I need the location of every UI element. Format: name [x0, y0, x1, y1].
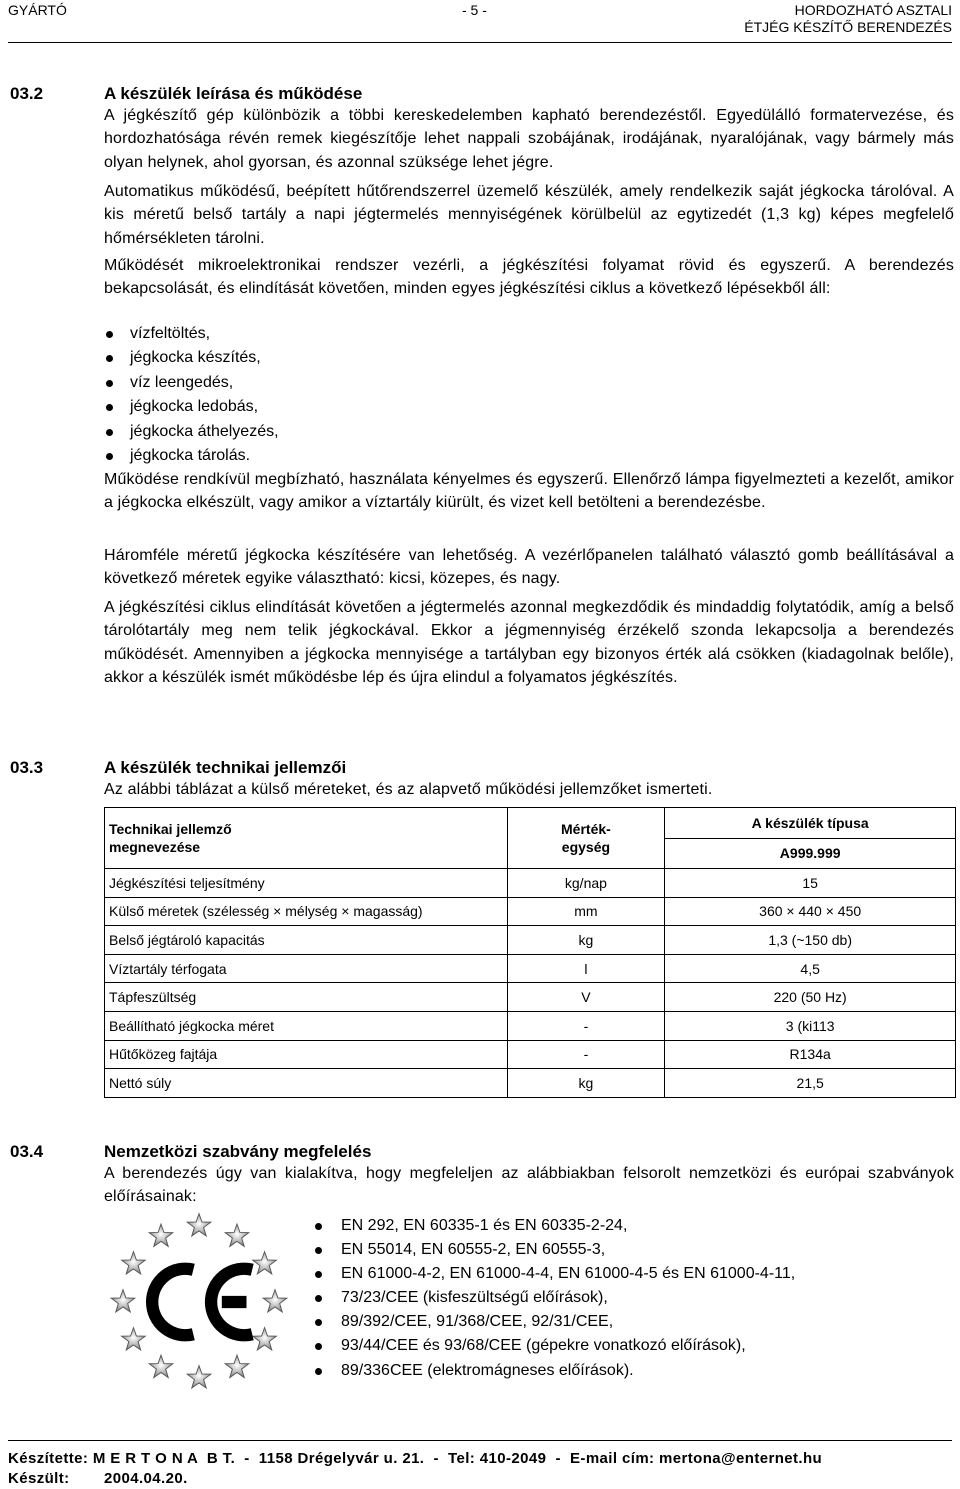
paragraph: Működését mikroelektronikai rendszer vezérli, a jégkészítési folyamat rövid és egyszerű. A berendezés bekapcsolását, és elindítását követően, minden egyes jégkészítési ciklus a következő lépésekből áll:: [104, 257, 954, 298]
list-item: jégkocka ledobás,: [104, 395, 279, 419]
ce-mark-icon: [104, 1207, 294, 1397]
table-cell-value: 360 × 440 × 450: [665, 897, 956, 926]
table-cell-value: 3 (ki113: [665, 1011, 956, 1040]
header-left: GYÁRTÓ: [8, 2, 67, 18]
bullet-icon: [315, 1295, 322, 1302]
section-title: A készülék technikai jellemzői: [104, 758, 347, 777]
bullet-icon: [315, 1368, 322, 1375]
list-item: 93/44/CEE és 93/68/CEE (gépekre vonatkozó előírások),: [310, 1334, 795, 1358]
bullet-icon: [315, 1247, 322, 1254]
list-item: víz leengedés,: [104, 371, 279, 395]
table-cell-unit: mm: [507, 897, 665, 926]
bullet-icon: [315, 1343, 322, 1350]
table-cell-unit: l: [507, 954, 665, 983]
section-number: 03.3: [10, 758, 44, 777]
bullet-icon: [106, 331, 113, 338]
bullet-icon: [106, 404, 113, 411]
list-item: EN 55014, EN 60555-2, EN 60555-3,: [310, 1238, 795, 1262]
table-row: [105, 897, 956, 926]
list-item: 89/336CEE (elektromágneses előírások).: [310, 1359, 795, 1383]
table-row: [105, 1040, 956, 1069]
paragraph: Az alábbi táblázat a külső méreteket, és az alapvető működési jellemzőket ismerteti.: [104, 781, 713, 798]
footer-rule: [8, 1440, 952, 1441]
table-cell-name: Hűtőközeg fajtája: [105, 1040, 508, 1069]
bullet-icon: [106, 429, 113, 436]
standards-list: [310, 1214, 795, 1383]
table-cell-unit: kg: [507, 926, 665, 955]
table-cell-value: 4,5: [665, 954, 956, 983]
section-number: 03.4: [10, 1142, 44, 1161]
paragraph: Háromféle méretű jégkocka készítésére van lehetőség. A vezérlőpanelen található választó gomb beállításával a következő méretek egyike választható: kicsi, közepes, és nagy.: [104, 547, 954, 588]
eu-star-ring: [111, 1214, 287, 1388]
bullet-icon: [106, 355, 113, 362]
paragraph: A jégkészítő gép különbözik a többi kereskedelemben kapható berendezéstől. Egyedülálló formatervezése, és hordozhatósága révén remek kiegészítője lehet nappali szobájának, irodájának, nyaralójának, vagy bármely más olyan helynek, ahol gyorsan, és azonnal szüksége lehet jégre.: [104, 107, 954, 171]
header-rule: [8, 42, 952, 43]
list-item: jégkocka áthelyezés,: [104, 420, 279, 444]
section-number: 03.2: [10, 84, 44, 103]
table-cell-unit: V: [507, 983, 665, 1012]
table-row: [105, 954, 956, 983]
list-item: 89/392/CEE, 91/368/CEE, 92/31/CEE,: [310, 1310, 795, 1334]
table-row: [105, 1011, 956, 1040]
section-title: A készülék leírása és működése: [104, 84, 363, 103]
table-cell-value: 21,5: [665, 1069, 956, 1098]
table-cell-unit: kg/nap: [507, 869, 665, 898]
list-item: jégkocka készítés,: [104, 346, 279, 370]
table-cell-value: 15: [665, 869, 956, 898]
paragraph: Működése rendkívül megbízható, használata kényelmes és egyszerű. Ellenőrző lámpa figyelmezteti a kezelőt, amikor a jégkocka elkészült, vagy amikor a víztartály kiürült, és vizet kell betölteni a berendezésbe.: [104, 471, 954, 512]
footer-contact: Készítette: M E R T O N A B T. - 1158 Drégelyvár u. 21. - Tel: 410-2049 - E-mail cím: mertona@enternet.hu: [8, 1450, 823, 1467]
table-row: [105, 1069, 956, 1098]
table-cell-name: Jégkészítési teljesítmény: [105, 869, 508, 898]
table-cell-unit: -: [507, 1011, 665, 1040]
table-row: [105, 926, 956, 955]
header-right: [632, 2, 952, 36]
table-row: [105, 983, 956, 1012]
bullet-icon: [315, 1319, 322, 1326]
table-cell-unit: kg: [507, 1069, 665, 1098]
table-cell-unit: -: [507, 1040, 665, 1069]
paragraph: Automatikus működésű, beépített hűtőrendszerrel üzemelő készülék, amely rendelkezik saját jégkocka tárolóval. A kis méretű belső tartály a napi jégtermelés mennyiségének körülbelül az egytizedét (1,3 kg) képes megfelelő hőmérsékleten tárolni.: [104, 183, 954, 247]
footer-date: 2004.04.20.: [104, 1470, 188, 1487]
table-cell-name: Víztartály térfogata: [105, 954, 508, 983]
column-header-model: A999.999: [665, 838, 956, 869]
spec-table: [104, 807, 956, 1098]
list-item: jégkocka tárolás.: [104, 444, 279, 468]
table-cell-name: Beállítható jégkocka méret: [105, 1011, 508, 1040]
steps-list: [104, 322, 279, 468]
column-header-unit: Mérték- egység: [507, 808, 665, 869]
table-cell-value: 220 (50 Hz): [665, 983, 956, 1012]
list-item: EN 292, EN 60335-1 és EN 60335-2-24,: [310, 1214, 795, 1238]
table-row: [105, 869, 956, 898]
bullet-icon: [315, 1223, 322, 1230]
header-right-line1: HORDOZHATÓ ASZTALI: [794, 2, 952, 18]
bullet-icon: [106, 453, 113, 460]
header-right-line2: ÉTJÉG KÉSZÍTŐ BERENDEZÉS: [744, 19, 952, 35]
column-header-type: A készülék típusa: [665, 808, 956, 839]
bullet-icon: [315, 1271, 322, 1278]
section-title: Nemzetközi szabvány megfelelés: [104, 1142, 372, 1161]
list-item: 73/23/CEE (kisfeszültségű előírások),: [310, 1286, 795, 1310]
paragraph: A jégkészítési ciklus elindítását követően a jégtermelés azonnal megkezdődik és mindaddig folytatódik, amíg a belső tárolótartály meg nem telik jégkockával. Ekkor a jégmennyiség érzékelő szonda lekapcsolja a berendezés működését. Amennyiben a jégkocka mennyisége a tartályban egy bizonyos érték alá csökken (kiadagolnak belőle), akkor a készülék ismét működésbe lép és újra elindul a folyamatos jégkészítés.: [104, 599, 954, 687]
column-header-name: Technikai jellemző megnevezése: [105, 808, 508, 869]
table-cell-name: Nettó súly: [105, 1069, 508, 1098]
ce-letters: [152, 1269, 252, 1336]
paragraph: A berendezés úgy van kialakítva, hogy megfeleljen az alábbiakban felsorolt nemzetközi és európai szabványok előírásainak:: [104, 1165, 954, 1206]
table-header-row: [105, 808, 956, 839]
page-number: - 5 -: [462, 2, 487, 18]
bullet-icon: [106, 380, 113, 387]
table-cell-name: Külső méretek (szélesség × mélység × magasság): [105, 897, 508, 926]
table-cell-name: Tápfeszültség: [105, 983, 508, 1012]
table-cell-value: 1,3 (~150 db): [665, 926, 956, 955]
table-cell-name: Belső jégtároló kapacitás: [105, 926, 508, 955]
list-item: EN 61000-4-2, EN 61000-4-4, EN 61000-4-5 és EN 61000-4-11,: [310, 1262, 795, 1286]
table-cell-value: R134a: [665, 1040, 956, 1069]
list-item: vízfeltöltés,: [104, 322, 279, 346]
footer-date-label: Készült:: [8, 1470, 70, 1487]
